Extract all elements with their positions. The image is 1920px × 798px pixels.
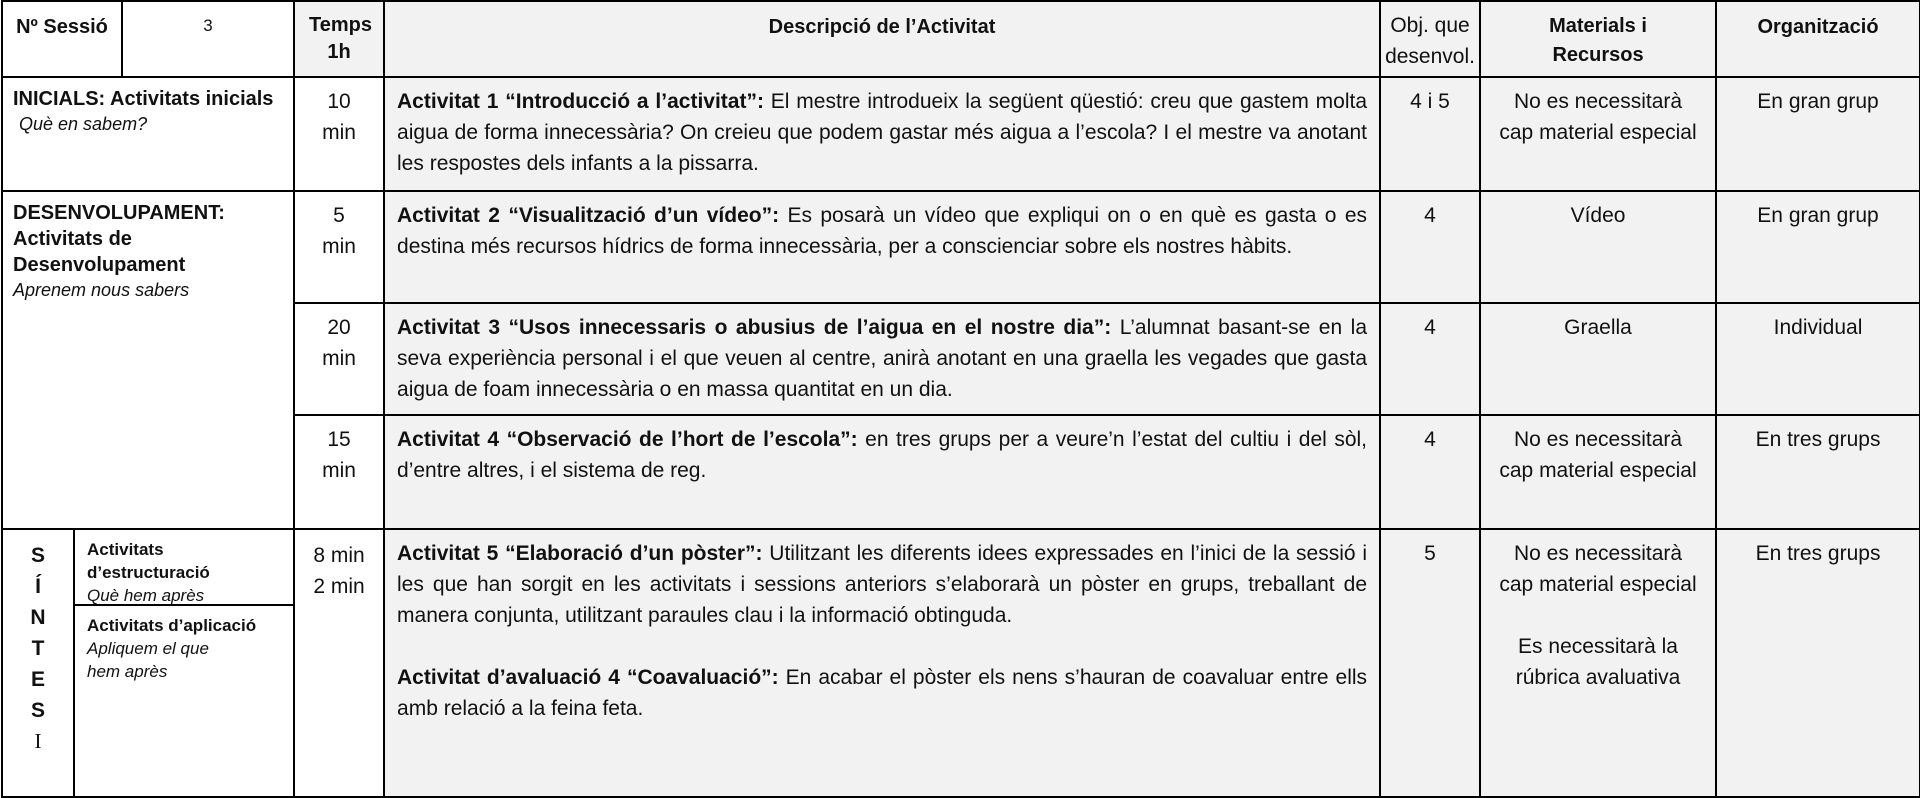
activity-time-text: 8 min	[313, 544, 365, 567]
phase-application	[75, 606, 293, 691]
activity-objectives: 4	[1380, 303, 1480, 415]
activity-time-text: 15 min	[322, 428, 356, 482]
activity-description	[384, 77, 1380, 191]
materials-header-text: Materials i Recursos	[1549, 15, 1647, 66]
evaluation-text: En acabar el pòster els nens s’hauran de coavaluar entre ells amb relació a la feina feta.	[397, 666, 1368, 720]
time-header	[294, 1, 384, 77]
phase-initial	[2, 77, 294, 191]
activity-time-text: 5 min	[322, 204, 356, 258]
activity-description	[384, 415, 1380, 529]
activity-time	[294, 191, 384, 303]
phase-synthesis-vertical	[2, 529, 74, 797]
phase-development	[2, 191, 294, 529]
activity-description	[384, 191, 1380, 303]
activity-materials	[1480, 529, 1716, 797]
activity-time-text: 20 min	[322, 316, 356, 370]
phase-development-subtitle: Aprenem nous sabers	[13, 280, 190, 300]
evaluation-title: Activitat d’avaluació 4 “Coavaluació”:	[397, 666, 779, 689]
phase-initial-title: INICIALS: Activitats inicials	[13, 88, 274, 110]
activity-materials	[1480, 77, 1716, 191]
description-header: Descripció de l’Activitat	[384, 1, 1380, 77]
activity-title: Activitat 2 “Visualització d’un vídeo”:	[397, 204, 780, 227]
activity-text: El mestre introdueix la següent qüestió: creu que gastem molta aigua de forma innecessària? On creieu que podem gastar més aigua a l’escola? I el mestre va anotant les respostes dels infants a la pissarra.	[397, 90, 1368, 175]
activity-organization: Individual	[1716, 303, 1920, 415]
activity-time-secondary: 2 min	[313, 575, 365, 598]
phase-structuring-title: Activitats d’estructuració	[87, 540, 210, 582]
activity-organization: En gran grup	[1716, 191, 1920, 303]
activity-materials-text: No es necessitarà cap material especial	[1499, 428, 1697, 482]
activity-title: Activitat 5 “Elaboració d’un pòster”:	[397, 542, 763, 565]
phase-structuring-subtitle: Què hem après	[87, 586, 205, 605]
phase-application-title: Activitats d’aplicació	[87, 616, 257, 635]
header-row	[2, 1, 1920, 77]
session-number: 3	[122, 1, 294, 77]
synthesis-letter: S	[30, 699, 45, 722]
activity-time	[294, 303, 384, 415]
materials-spacer	[1481, 600, 1715, 631]
objectives-header: Obj. que desenvol.	[1380, 1, 1480, 77]
activity-objectives: 4	[1380, 191, 1480, 303]
phase-application-subtitle: Apliquem el que hem après	[87, 639, 209, 681]
activity-objectives: 4 i 5	[1380, 77, 1480, 191]
synthesis-letter: Í	[35, 575, 41, 598]
paragraph-spacer	[397, 631, 1367, 662]
activity-materials: Vídeo	[1480, 191, 1716, 303]
activity-materials-text: No es necessitarà cap material especial	[1499, 90, 1697, 144]
activity-objectives: 5	[1380, 529, 1480, 797]
activity-text: Utilitzant les diferents idees expressades en l’inici de la sessió i les que han sorgit en les activitats i sessions anteriors s’elaborarà un pòster en grups, treballant de manera conjunta, utilitzant paraules clau i la informació obtinguda.	[397, 542, 1368, 627]
activity-time-text: 10 min	[322, 90, 356, 144]
table-row	[2, 77, 1920, 191]
organization-header: Organització	[1716, 1, 1920, 77]
time-header-text: Temps 1h	[309, 14, 372, 63]
activity-title: Activitat 1 “Introducció a l’activitat”:	[397, 90, 764, 113]
activity-organization: En tres grups	[1716, 415, 1920, 529]
synthesis-letter: N	[30, 606, 46, 629]
session-plan-table	[1, 0, 1920, 798]
activity-description	[384, 529, 1380, 797]
activity-time	[294, 415, 384, 529]
activity-title: Activitat 3 “Usos innecessaris o abusius de l’aigua en el nostre dia”:	[397, 316, 1112, 339]
table-row	[2, 191, 1920, 303]
activity-time	[294, 77, 384, 191]
activity-materials-text: No es necessitarà cap material especial	[1499, 542, 1697, 596]
synthesis-letter: T	[31, 637, 45, 660]
phase-initial-subtitle: Què en sabem?	[19, 114, 148, 134]
activity-text: L’alumnat basant-se en la seva experiència personal i el que veuen al centre, anirà anotant en una graella les vegades que gasta aigua de foam innecessària o en massa quantitat en un dia.	[397, 316, 1368, 401]
activity-organization: En tres grups	[1716, 529, 1920, 797]
synthesis-letter: I	[34, 729, 42, 753]
activity-title: Activitat 4 “Observació de l’hort de l’escola”:	[397, 428, 858, 451]
phase-synthesis-subphases	[74, 529, 294, 797]
phase-development-title: DESENVOLUPAMENT: Activitats de Desenvolupament	[13, 202, 225, 276]
synthesis-letter: S	[30, 544, 45, 567]
materials-header	[1480, 1, 1716, 77]
activity-objectives: 4	[1380, 415, 1480, 529]
activity-materials-secondary: Es necessitarà la rúbrica avaluativa	[1515, 635, 1681, 689]
activity-materials: Graella	[1480, 303, 1716, 415]
activity-time	[294, 529, 384, 797]
phase-structuring	[75, 530, 293, 606]
activity-text: Es posarà un vídeo que expliqui on o en què es gasta o es destina més recursos hídrics de forma innecessària, per a conscienciar sobre els nostres hàbits.	[397, 204, 1368, 258]
activity-organization: En gran grup	[1716, 77, 1920, 191]
activity-materials	[1480, 415, 1716, 529]
table-row	[2, 529, 1920, 797]
activity-text: en tres grups per a veure’n l’estat del cultiu i del sòl, d’entre altres, i el sistema de reg.	[397, 428, 1368, 482]
synthesis-letter: E	[30, 668, 45, 691]
activity-description	[384, 303, 1380, 415]
session-label: Nº Sessió	[2, 1, 122, 77]
